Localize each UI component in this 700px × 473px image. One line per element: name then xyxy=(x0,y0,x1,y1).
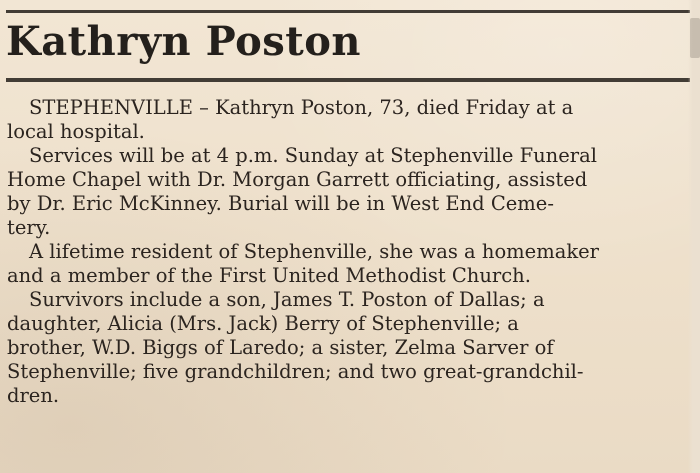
text-line: daughter, Alicia (Mrs. Jack) Berry of Stephenville; a xyxy=(7,312,519,335)
text-line: Survivors include a son, James T. Poston of Dallas; a xyxy=(29,288,545,311)
obituary-headline: Kathryn Poston xyxy=(6,18,362,65)
paragraph-biography xyxy=(7,240,689,288)
text-line: dren. xyxy=(7,384,60,407)
adjacent-column-mark xyxy=(690,18,700,58)
text-line: STEPHENVILLE – Kathryn Poston, 73, died Friday at a xyxy=(29,96,574,119)
paragraph-survivors xyxy=(7,288,689,408)
text-line: by Dr. Eric McKinney. Burial will be in West End Ceme- xyxy=(7,192,554,215)
top-rule xyxy=(6,10,690,13)
text-line: A lifetime resident of Stephenville, she was a homemaker xyxy=(29,240,600,263)
paragraph-services xyxy=(7,144,689,240)
text-line: Home Chapel with Dr. Morgan Garrett officiating, assisted xyxy=(7,168,588,191)
obituary-body xyxy=(7,96,689,408)
paragraph-death-notice xyxy=(7,96,689,144)
text-line: tery. xyxy=(7,216,51,239)
adjacent-column-edge xyxy=(688,0,700,473)
headline-rule xyxy=(6,78,690,82)
text-line: Stephenville; five grandchildren; and two great-grandchil- xyxy=(7,360,584,383)
text-line: local hospital. xyxy=(7,120,145,143)
text-line: Services will be at 4 p.m. Sunday at Stephenville Funeral xyxy=(29,144,597,167)
text-line: brother, W.D. Biggs of Laredo; a sister, Zelma Sarver of xyxy=(7,336,554,359)
text-line: and a member of the First United Methodist Church. xyxy=(7,264,531,287)
